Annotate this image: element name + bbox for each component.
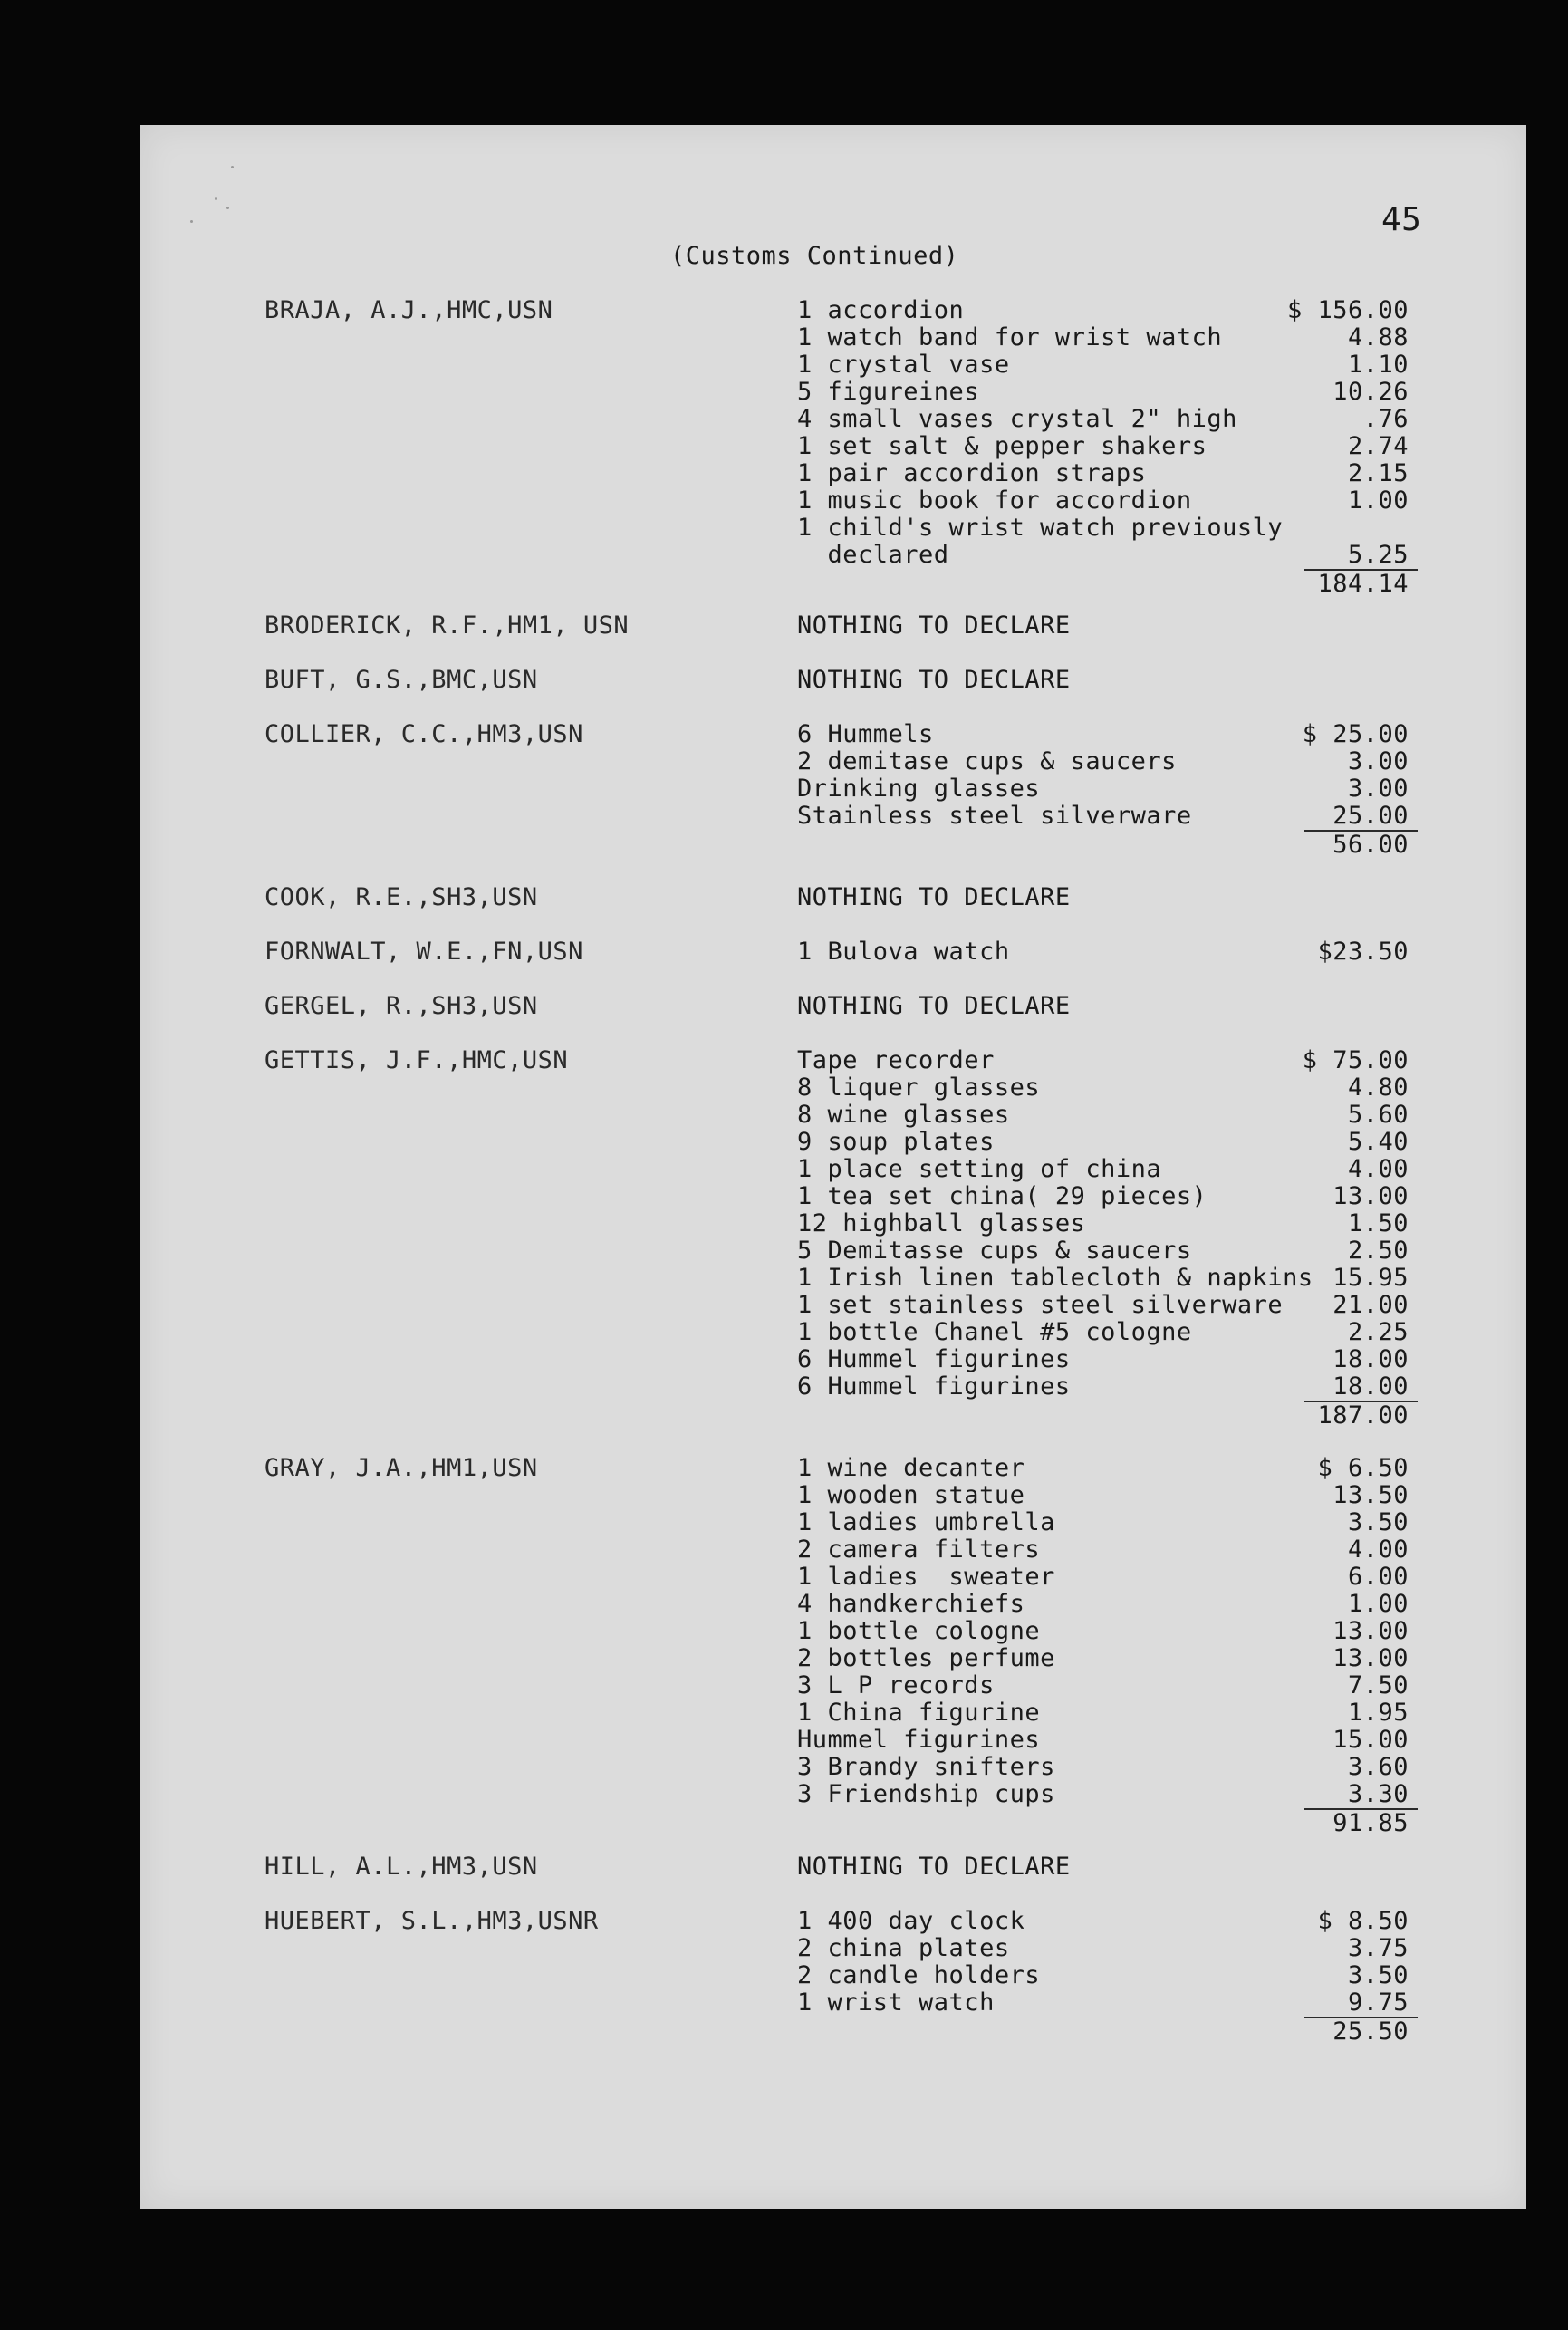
page-heading: (Customs Continued): [670, 242, 959, 270]
item-description: 12 highball glasses: [797, 1209, 1086, 1237]
entry-total: 184.14: [1317, 570, 1409, 598]
item-amount: 3.60: [1347, 1753, 1409, 1781]
item-description: 8 liquer glasses: [797, 1074, 1041, 1102]
item-description: Drinking glasses: [797, 775, 1041, 803]
paper-speck: [190, 220, 193, 223]
item-amount: 2.25: [1347, 1318, 1409, 1346]
entry-total: 56.00: [1332, 831, 1409, 859]
item-amount: 13.50: [1332, 1481, 1409, 1509]
item-amount: 2.50: [1347, 1237, 1409, 1265]
item-description: 1 child's wrist watch previously: [797, 514, 1284, 542]
item-amount: 2.15: [1347, 459, 1409, 487]
item-amount: 18.00: [1332, 1345, 1409, 1373]
item-description: 1 pair accordion straps: [797, 459, 1147, 487]
page-number: 45: [1381, 201, 1422, 238]
item-description: 1 China figurine: [797, 1699, 1041, 1727]
item-description: 5 figureines: [797, 378, 980, 406]
item-description: 6 Hummel figurines: [797, 1372, 1071, 1401]
item-amount: 13.00: [1332, 1644, 1409, 1672]
entry-name: GERGEL, R.,SH3,USN: [265, 992, 538, 1020]
item-description: 5 Demitasse cups & saucers: [797, 1237, 1192, 1265]
item-description: Stainless steel silverware: [797, 802, 1192, 830]
item-description: 2 demitase cups & saucers: [797, 747, 1177, 775]
item-amount: 5.40: [1347, 1128, 1409, 1156]
item-amount: $ 75.00: [1302, 1046, 1409, 1074]
item-description: Hummel figurines: [797, 1726, 1041, 1754]
item-amount: 2.74: [1347, 432, 1409, 460]
item-description: 2 candle holders: [797, 1961, 1041, 1989]
item-amount: 7.50: [1347, 1671, 1409, 1699]
item-amount: $ 156.00: [1286, 296, 1409, 324]
item-amount: 15.95: [1332, 1264, 1409, 1292]
entry-note: NOTHING TO DECLARE: [797, 992, 1071, 1020]
item-description: 1 Bulova watch: [797, 938, 1010, 966]
entry-note: NOTHING TO DECLARE: [797, 611, 1071, 640]
item-amount: 4.80: [1347, 1074, 1409, 1102]
entry-total: 91.85: [1332, 1809, 1409, 1837]
item-amount: 4.00: [1347, 1536, 1409, 1564]
item-description: Tape recorder: [797, 1046, 995, 1074]
item-description: 3 L P records: [797, 1671, 995, 1699]
item-amount: 3.50: [1347, 1961, 1409, 1989]
item-description: 1 watch band for wrist watch: [797, 323, 1223, 351]
item-description: 1 wrist watch: [797, 1988, 995, 2017]
document-page: [140, 125, 1526, 2209]
entry-name: BRAJA, A.J.,HMC,USN: [265, 296, 553, 324]
item-amount: 3.75: [1347, 1934, 1409, 1962]
entry-note: NOTHING TO DECLARE: [797, 1853, 1071, 1881]
item-description: 1 wine decanter: [797, 1454, 1025, 1482]
item-description: 3 Brandy snifters: [797, 1753, 1055, 1781]
item-description: 1 bottle Chanel #5 cologne: [797, 1318, 1192, 1346]
item-description: 9 soup plates: [797, 1128, 995, 1156]
entry-name: COLLIER, C.C.,HM3,USN: [265, 720, 583, 748]
item-amount: 3.30: [1347, 1780, 1409, 1808]
item-amount: 3.00: [1347, 775, 1409, 803]
item-description: 3 Friendship cups: [797, 1780, 1055, 1808]
item-description: 2 bottles perfume: [797, 1644, 1055, 1672]
item-amount: 1.50: [1347, 1209, 1409, 1237]
item-amount: 25.00: [1332, 802, 1409, 830]
item-amount: 1.00: [1347, 486, 1409, 515]
item-description: 8 wine glasses: [797, 1101, 1010, 1129]
item-amount: 18.00: [1332, 1372, 1409, 1401]
item-description: 1 crystal vase: [797, 351, 1010, 379]
item-description: 1 ladies sweater: [797, 1563, 1055, 1591]
item-description: 1 music book for accordion: [797, 486, 1192, 515]
item-description: 1 Irish linen tablecloth & napkins: [797, 1264, 1313, 1292]
item-amount: 1.10: [1347, 351, 1409, 379]
item-description: 1 ladies umbrella: [797, 1508, 1055, 1536]
item-amount: 13.00: [1332, 1617, 1409, 1645]
item-amount: 3.50: [1347, 1508, 1409, 1536]
item-description: 1 place setting of china: [797, 1155, 1162, 1183]
item-amount: 13.00: [1332, 1182, 1409, 1210]
item-amount: 15.00: [1332, 1726, 1409, 1754]
item-description: 1 set salt & pepper shakers: [797, 432, 1207, 460]
item-description: 1 wooden statue: [797, 1481, 1025, 1509]
item-amount: 1.00: [1347, 1590, 1409, 1618]
item-amount: 5.25: [1347, 541, 1409, 569]
item-description: 1 400 day clock: [797, 1907, 1025, 1935]
item-description: 1 tea set china( 29 pieces): [797, 1182, 1207, 1210]
entry-name: COOK, R.E.,SH3,USN: [265, 883, 538, 911]
item-description: declared: [797, 541, 949, 569]
entry-name: HUEBERT, S.L.,HM3,USNR: [265, 1907, 599, 1935]
item-description: 6 Hummels: [797, 720, 934, 748]
entry-total: 25.50: [1332, 2017, 1409, 2046]
entry-note: NOTHING TO DECLARE: [797, 883, 1071, 911]
item-amount: 5.60: [1347, 1101, 1409, 1129]
entry-name: GETTIS, J.F.,HMC,USN: [265, 1046, 569, 1074]
entry-total: 187.00: [1317, 1401, 1409, 1430]
item-description: 2 camera filters: [797, 1536, 1041, 1564]
entry-name: FORNWALT, W.E.,FN,USN: [265, 938, 583, 966]
item-amount: $ 8.50: [1317, 1907, 1409, 1935]
item-amount: $23.50: [1317, 938, 1409, 966]
entry-note: NOTHING TO DECLARE: [797, 666, 1071, 694]
item-description: 4 handkerchiefs: [797, 1590, 1025, 1618]
paper-speck: [215, 197, 217, 200]
item-amount: $ 25.00: [1302, 720, 1409, 748]
item-description: 1 accordion: [797, 296, 965, 324]
paper-speck: [226, 207, 229, 209]
item-description: 6 Hummel figurines: [797, 1345, 1071, 1373]
item-amount: 21.00: [1332, 1291, 1409, 1319]
item-amount: 1.95: [1347, 1699, 1409, 1727]
entry-name: BUFT, G.S.,BMC,USN: [265, 666, 538, 694]
item-amount: 6.00: [1347, 1563, 1409, 1591]
item-description: 1 set stainless steel silverware: [797, 1291, 1284, 1319]
entry-name: BRODERICK, R.F.,HM1, USN: [265, 611, 630, 640]
paper-speck: [231, 166, 234, 168]
item-amount: 10.26: [1332, 378, 1409, 406]
item-amount: 9.75: [1347, 1988, 1409, 2017]
item-amount: $ 6.50: [1317, 1454, 1409, 1482]
item-amount: 3.00: [1347, 747, 1409, 775]
item-description: 2 china plates: [797, 1934, 1010, 1962]
item-amount: 4.88: [1347, 323, 1409, 351]
entry-name: GRAY, J.A.,HM1,USN: [265, 1454, 538, 1482]
item-description: 4 small vases crystal 2" high: [797, 405, 1237, 433]
item-amount: .76: [1362, 405, 1409, 433]
item-amount: 4.00: [1347, 1155, 1409, 1183]
entry-name: HILL, A.L.,HM3,USN: [265, 1853, 538, 1881]
item-description: 1 bottle cologne: [797, 1617, 1041, 1645]
